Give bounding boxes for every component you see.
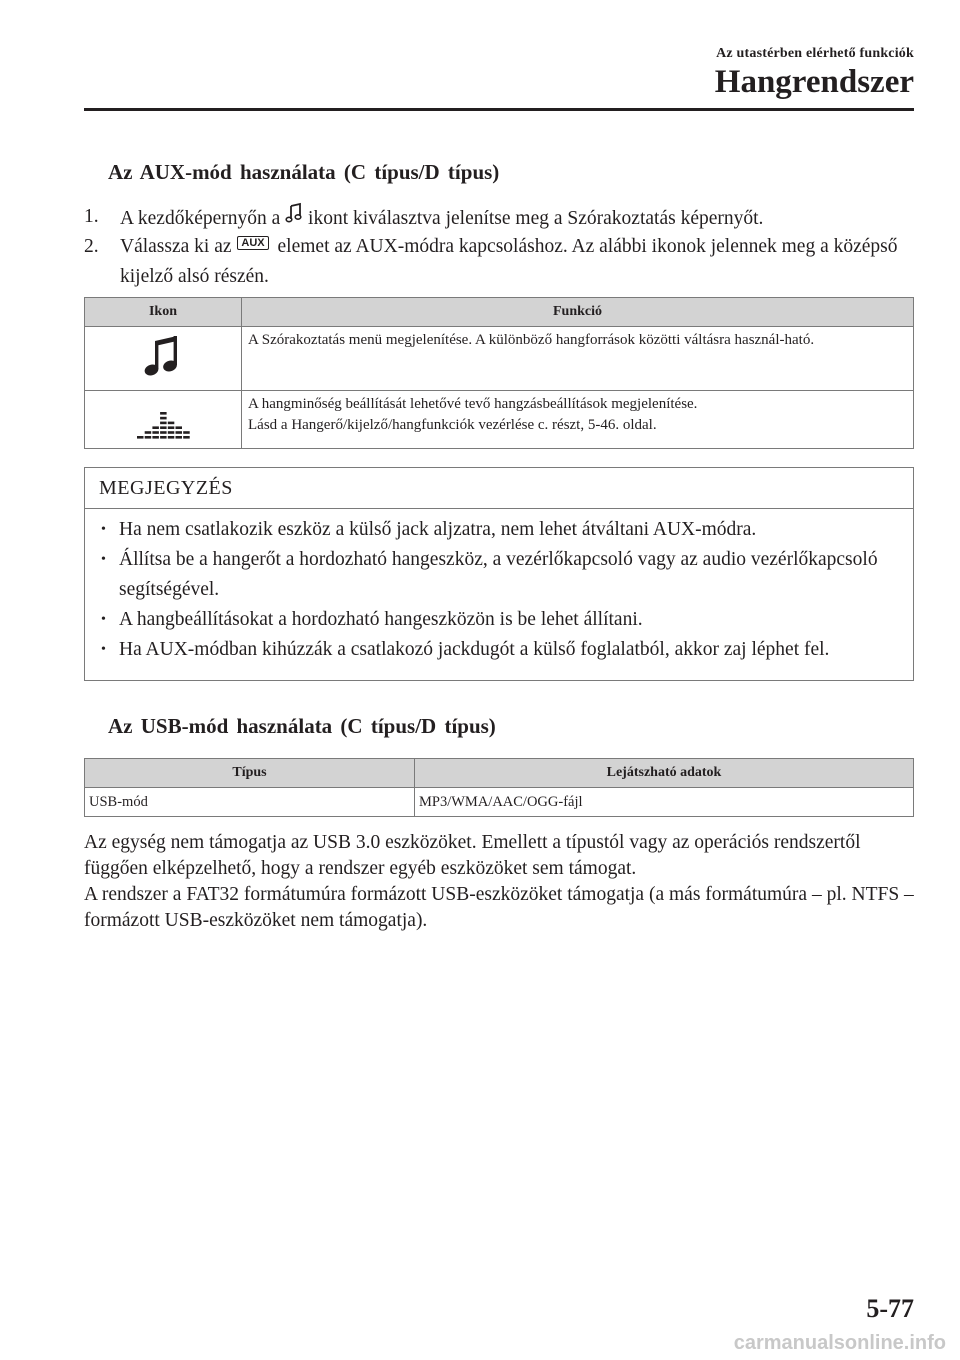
table-header-row — [85, 298, 914, 327]
paragraph: A rendszer a FAT32 formátumúra formázott USB-eszközöket támogatja (a más formátumúra – pl. NTFS – formázott USB-eszközöket nem támogatja). — [84, 884, 914, 931]
bullet-icon: • — [101, 522, 106, 537]
usb-heading: Az USB-mód használata (C típus/D típus) — [108, 714, 496, 738]
table-cell — [85, 327, 242, 391]
step-2 — [84, 232, 914, 292]
table-header-row — [85, 759, 914, 788]
cell-line: A hangminőség beállítását lehetővé tevő hangzásbeállítások megjelenítése. — [248, 396, 698, 412]
step-text: elemet az AUX-módra kapcsoláshoz. Az alábbi ikonok jelennek meg a középső kijelző alsó részén. — [120, 236, 898, 287]
step-number: 2. — [84, 236, 99, 257]
table-cell: A Szórakoztatás menü megjelenítése. A különböző hangforrások közötti váltásra használ-ható. — [242, 327, 914, 391]
music-note-icon — [143, 366, 183, 383]
table-row — [85, 788, 914, 817]
step-text: Válassza ki az — [120, 236, 232, 257]
table-cell: USB-mód — [85, 788, 415, 817]
list-item: • Ha nem csatlakozik eszköz a külső jack aljzatra, nem lehet átváltani AUX-módra. — [119, 515, 903, 545]
note-box — [84, 467, 914, 681]
equalizer-icon — [136, 427, 190, 444]
step-number: 1. — [84, 206, 99, 227]
music-note-icon — [285, 202, 303, 234]
table-cell — [85, 391, 242, 449]
aux-icon-table — [84, 297, 914, 449]
list-item: • Ha AUX-módban kihúzzák a csatlakozó jackdugót a külső foglalatból, akkor zaj léphet fel. — [119, 635, 903, 665]
step-1 — [84, 202, 914, 232]
aux-heading: Az AUX-mód használata (C típus/D típus) — [108, 160, 500, 184]
usb-table — [84, 758, 914, 817]
section-title: Hangrendszer — [714, 64, 914, 100]
page-number: 5-77 — [866, 1294, 914, 1323]
note-title: MEGJEGYZÉS — [85, 468, 913, 509]
chapter-title: Az utastérben elérhető funkciók — [716, 46, 914, 61]
bullet-icon: • — [101, 612, 106, 627]
header-divider — [84, 108, 914, 111]
list-item: • Állítsa be a hangerőt a hordozható hangeszköz, a vezérlőkapcsoló vagy az audio vezérlőkapcsoló segítségével. — [119, 545, 903, 605]
bullet-icon: • — [101, 552, 106, 567]
step-text: ikont kiválasztva jelenítse meg a Szórakoztatás képernyőt. — [308, 208, 764, 229]
table-cell — [242, 391, 914, 449]
step-text: A kezdőképernyőn a — [120, 208, 281, 229]
table-header: Funkció — [242, 298, 914, 327]
table-header: Típus — [85, 759, 415, 788]
table-cell: MP3/WMA/AAC/OGG-fájl — [415, 788, 914, 817]
bullet-icon: • — [101, 642, 106, 657]
list-item: • A hangbeállításokat a hordozható hangeszközön is be lehet állítani. — [119, 605, 903, 635]
table-header: Ikon — [85, 298, 242, 327]
cell-line: Lásd a Hangerő/kijelző/hangfunkciók vezérlése c. részt, 5-46. oldal. — [248, 417, 657, 433]
watermark: carmanualsonline.info — [733, 1332, 946, 1354]
paragraph: Az egység nem támogatja az USB 3.0 eszközöket. Emellett a típustól vagy az operációs rendszertől függően elképzelhető, hogy a rendszer egyéb eszközöket sem támogat. — [84, 832, 861, 879]
table-row — [85, 327, 914, 391]
table-header: Lejátszható adatok — [415, 759, 914, 788]
aux-badge-icon: AUX — [237, 236, 268, 250]
table-row — [85, 391, 914, 449]
note-list — [85, 509, 913, 665]
